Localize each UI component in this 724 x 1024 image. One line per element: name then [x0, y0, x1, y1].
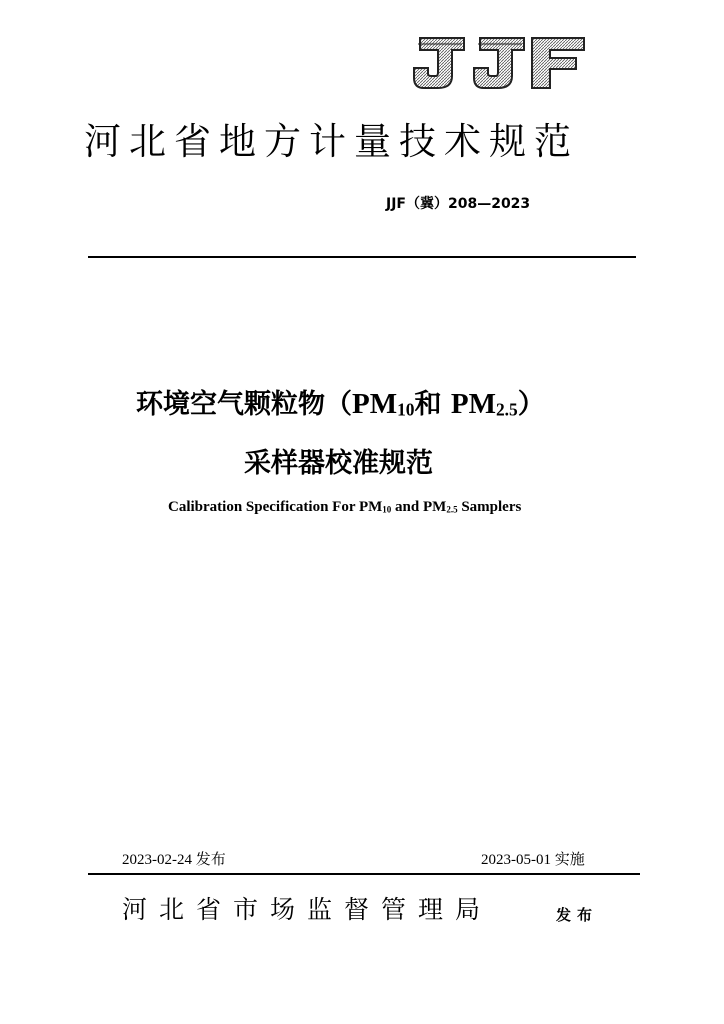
top-divider — [88, 256, 636, 258]
issue-date: 2023-02-24 发布 — [122, 852, 226, 868]
english-title: Calibration Specification For $PM_{10}$ and $PM_{2.5}$ Samplers — [168, 499, 522, 515]
implementation-date: 2023-05-01 实施 — [481, 852, 585, 868]
title-prefix: 环境空气颗粒物（ — [136, 389, 352, 420]
standard-number: JJF（冀）208—2023 — [386, 196, 531, 212]
issuing-authority: 河北省市场监督管理局 — [122, 895, 493, 924]
title-pm10: $PM_{10}$ — [352, 388, 415, 420]
title-line-2: 采样器校准规范 — [244, 448, 433, 479]
title-pm25: $PM_{2.5}$ — [450, 388, 518, 420]
title-suffix: ） — [517, 389, 545, 420]
title-line-1 — [136, 384, 545, 430]
bottom-divider — [88, 873, 640, 875]
issuer-action: 发布 — [556, 906, 599, 924]
jjf-logo-icon — [408, 34, 590, 92]
title-conjunction: 和 — [414, 389, 442, 420]
standard-type-heading: 河北省地方计量技术规范 — [84, 120, 579, 163]
